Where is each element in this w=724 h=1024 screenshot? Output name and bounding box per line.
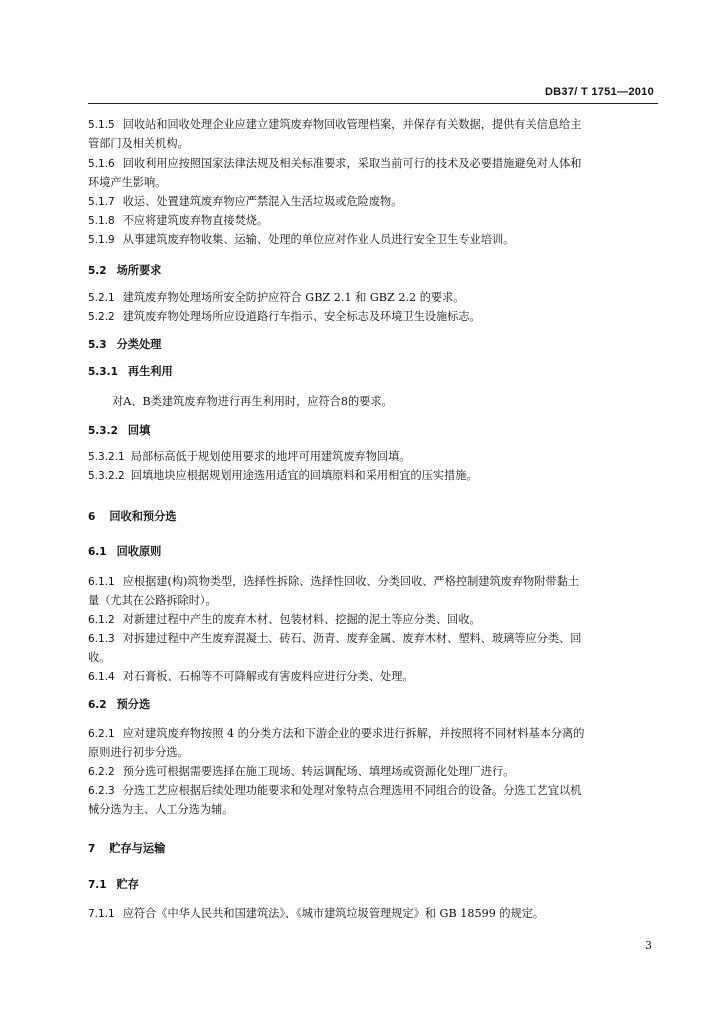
clause-number: 6.2.3 bbox=[88, 785, 115, 797]
clause-6-2-2 bbox=[88, 765, 514, 779]
section-heading-5-3-2 bbox=[88, 424, 150, 438]
clause-text: 应符合《中华人民共和国建筑法》、《城市建筑垃圾管理规定》和 GB 18599 的规定。 bbox=[122, 907, 545, 920]
clause-6-1-3-continuation: 收。 bbox=[88, 651, 111, 664]
section-title: 再生利用 bbox=[127, 365, 173, 378]
clause-5-1-5 bbox=[88, 118, 581, 132]
section-title: 场所要求 bbox=[116, 264, 162, 277]
section-title: 回收和预分选 bbox=[109, 510, 177, 523]
section-heading-6-2 bbox=[88, 698, 150, 712]
clause-6-2-1-continuation: 原则进行初步分选。 bbox=[88, 746, 189, 759]
clause-5-1-7 bbox=[88, 195, 402, 209]
clause-number: 5.3.2.2 bbox=[88, 470, 125, 482]
clause-number: 6.1.1 bbox=[88, 576, 115, 588]
clause-5-1-9 bbox=[88, 233, 514, 247]
clause-number: 5.1.9 bbox=[88, 234, 115, 246]
clause-text: 应根据建(构)筑物类型，选择性拆除、选择性回收、分类回收、严格控制建筑废弃物附带黏土 bbox=[122, 575, 579, 588]
clause-5-1-6 bbox=[88, 157, 581, 171]
clause-text: 建筑废弃物处理场所应设道路行车指示、安全标志及环境卫生设施标志。 bbox=[122, 310, 481, 323]
section-number: 7.1 bbox=[88, 879, 107, 891]
clause-number: 5.2.1 bbox=[88, 292, 115, 304]
header-rule bbox=[88, 103, 658, 104]
section-number: 5.3.1 bbox=[88, 366, 118, 378]
section-title: 预分选 bbox=[116, 698, 151, 711]
clause-text: 从事建筑废弃物收集、运输、处理的单位应对作业人员进行安全卫生专业培训。 bbox=[122, 233, 515, 246]
section-title: 贮存 bbox=[116, 878, 139, 891]
clause-7-1-1 bbox=[88, 907, 544, 921]
clause-6-2-3 bbox=[88, 784, 581, 798]
section-heading-5-3 bbox=[88, 338, 161, 352]
clause-number: 5.1.8 bbox=[88, 215, 115, 227]
document-code-header: DB37/ T 1751—2010 bbox=[544, 86, 654, 98]
section-heading-6-1 bbox=[88, 545, 161, 559]
clause-text: 对新建过程中产生的废弃木材、包装材料、挖掘的泥土等应分类、回收。 bbox=[122, 613, 481, 626]
clause-text: 应对建筑废弃物按照 4 的分类方法和下游企业的要求进行拆解，并按照将不同材料基本分离的 bbox=[122, 727, 585, 740]
clause-text: 回收站和回收处理企业应建立建筑废弃物回收管理档案，并保存有关数据，提供有关信息给主 bbox=[122, 118, 582, 131]
clause-number: 6.2.1 bbox=[88, 728, 115, 740]
clause-text: 不应将建筑废弃物直接焚烧。 bbox=[122, 214, 269, 227]
section-heading-5-2 bbox=[88, 264, 161, 278]
clause-5-2-1 bbox=[88, 291, 464, 305]
clause-6-2-1 bbox=[88, 727, 584, 741]
clause-text: 收运、处置建筑废弃物应严禁混入生活垃圾或危险废物。 bbox=[122, 195, 403, 208]
clause-number: 7.1.1 bbox=[88, 908, 115, 920]
clause-6-1-2 bbox=[88, 613, 481, 627]
section-title: 贮存与运输 bbox=[109, 842, 166, 855]
clause-number: 6.1.3 bbox=[88, 633, 115, 645]
clause-number: 6.1.2 bbox=[88, 614, 115, 626]
section-heading-5-3-1 bbox=[88, 365, 173, 379]
clause-text: 对拆建过程中产生废弃混凝土、砖石、沥青、废弃金属、废弃木材、塑料、玻璃等应分类、回 bbox=[122, 632, 582, 645]
clause-text: 对石膏板、石棉等不可降解或有害废料应进行分类、处理。 bbox=[122, 670, 414, 683]
clause-text: 回收利用应按照国家法律法规及相关标准要求，采取当前可行的技术及必要措施避免对人体和 bbox=[122, 157, 582, 170]
section-title: 回填 bbox=[127, 424, 151, 437]
clause-6-1-4 bbox=[88, 670, 414, 684]
section-title: 回收原则 bbox=[116, 545, 162, 558]
clause-5-3-2-1 bbox=[88, 450, 410, 464]
clause-text: 局部标高低于规划使用要求的地坪可用建筑废弃物回填。 bbox=[130, 450, 411, 463]
section-number: 6.1 bbox=[88, 546, 107, 558]
clause-6-2-3-continuation: 械分选为主、人工分选为辅。 bbox=[88, 803, 234, 816]
clause-5-2-2 bbox=[88, 310, 481, 324]
section-number: 5.2 bbox=[88, 265, 107, 277]
clause-number: 5.1.7 bbox=[88, 196, 115, 208]
clause-5-1-5-continuation: 管部门及相关机构。 bbox=[88, 137, 189, 150]
section-number: 5.3.2 bbox=[88, 425, 118, 437]
section-heading-6 bbox=[88, 510, 176, 524]
clause-number: 5.3.2.1 bbox=[88, 451, 125, 463]
clause-6-1-1-continuation: 量（尤其在公路拆除时）。 bbox=[88, 594, 217, 607]
clause-text: 回填地块应根据规划用途选用适宜的回填原料和采用相宜的压实措施。 bbox=[130, 469, 478, 482]
section-number: 5.3 bbox=[88, 339, 107, 351]
clause-5-3-2-2 bbox=[88, 469, 478, 483]
clause-number: 5.1.6 bbox=[88, 158, 115, 170]
clause-number: 5.2.2 bbox=[88, 311, 115, 323]
section-title: 分类处理 bbox=[116, 338, 162, 351]
clause-6-1-1 bbox=[88, 575, 579, 589]
clause-5-1-6-continuation: 环境产生影响。 bbox=[88, 176, 167, 189]
clause-number: 5.1.5 bbox=[88, 119, 115, 131]
clause-5-1-8 bbox=[88, 214, 268, 228]
section-heading-7 bbox=[88, 842, 165, 856]
section-number: 6 bbox=[88, 511, 96, 523]
section-number: 7 bbox=[88, 843, 96, 855]
clause-text: 建筑废弃物处理场所安全防护应符合 GBZ 2.1 和 GBZ 2.2 的要求。 bbox=[122, 291, 465, 304]
clause-text: 分选工艺应根据后续处理功能要求和处理对象特点合理选用不同组合的设备。分选工艺宜以机 bbox=[122, 784, 582, 797]
clause-text: 预分选可根据需要选择在施工现场、转运调配场、填埋场或资源化处理厂进行。 bbox=[122, 765, 515, 778]
paragraph-5-3-1: 对A、B类建筑废弃物进行再生利用时，应符合8的要求。 bbox=[112, 395, 393, 408]
clause-6-1-3 bbox=[88, 632, 581, 646]
clause-number: 6.1.4 bbox=[88, 671, 115, 683]
page-number: 3 bbox=[645, 939, 652, 952]
clause-number: 6.2.2 bbox=[88, 766, 115, 778]
section-heading-7-1 bbox=[88, 878, 139, 892]
section-number: 6.2 bbox=[88, 699, 107, 711]
